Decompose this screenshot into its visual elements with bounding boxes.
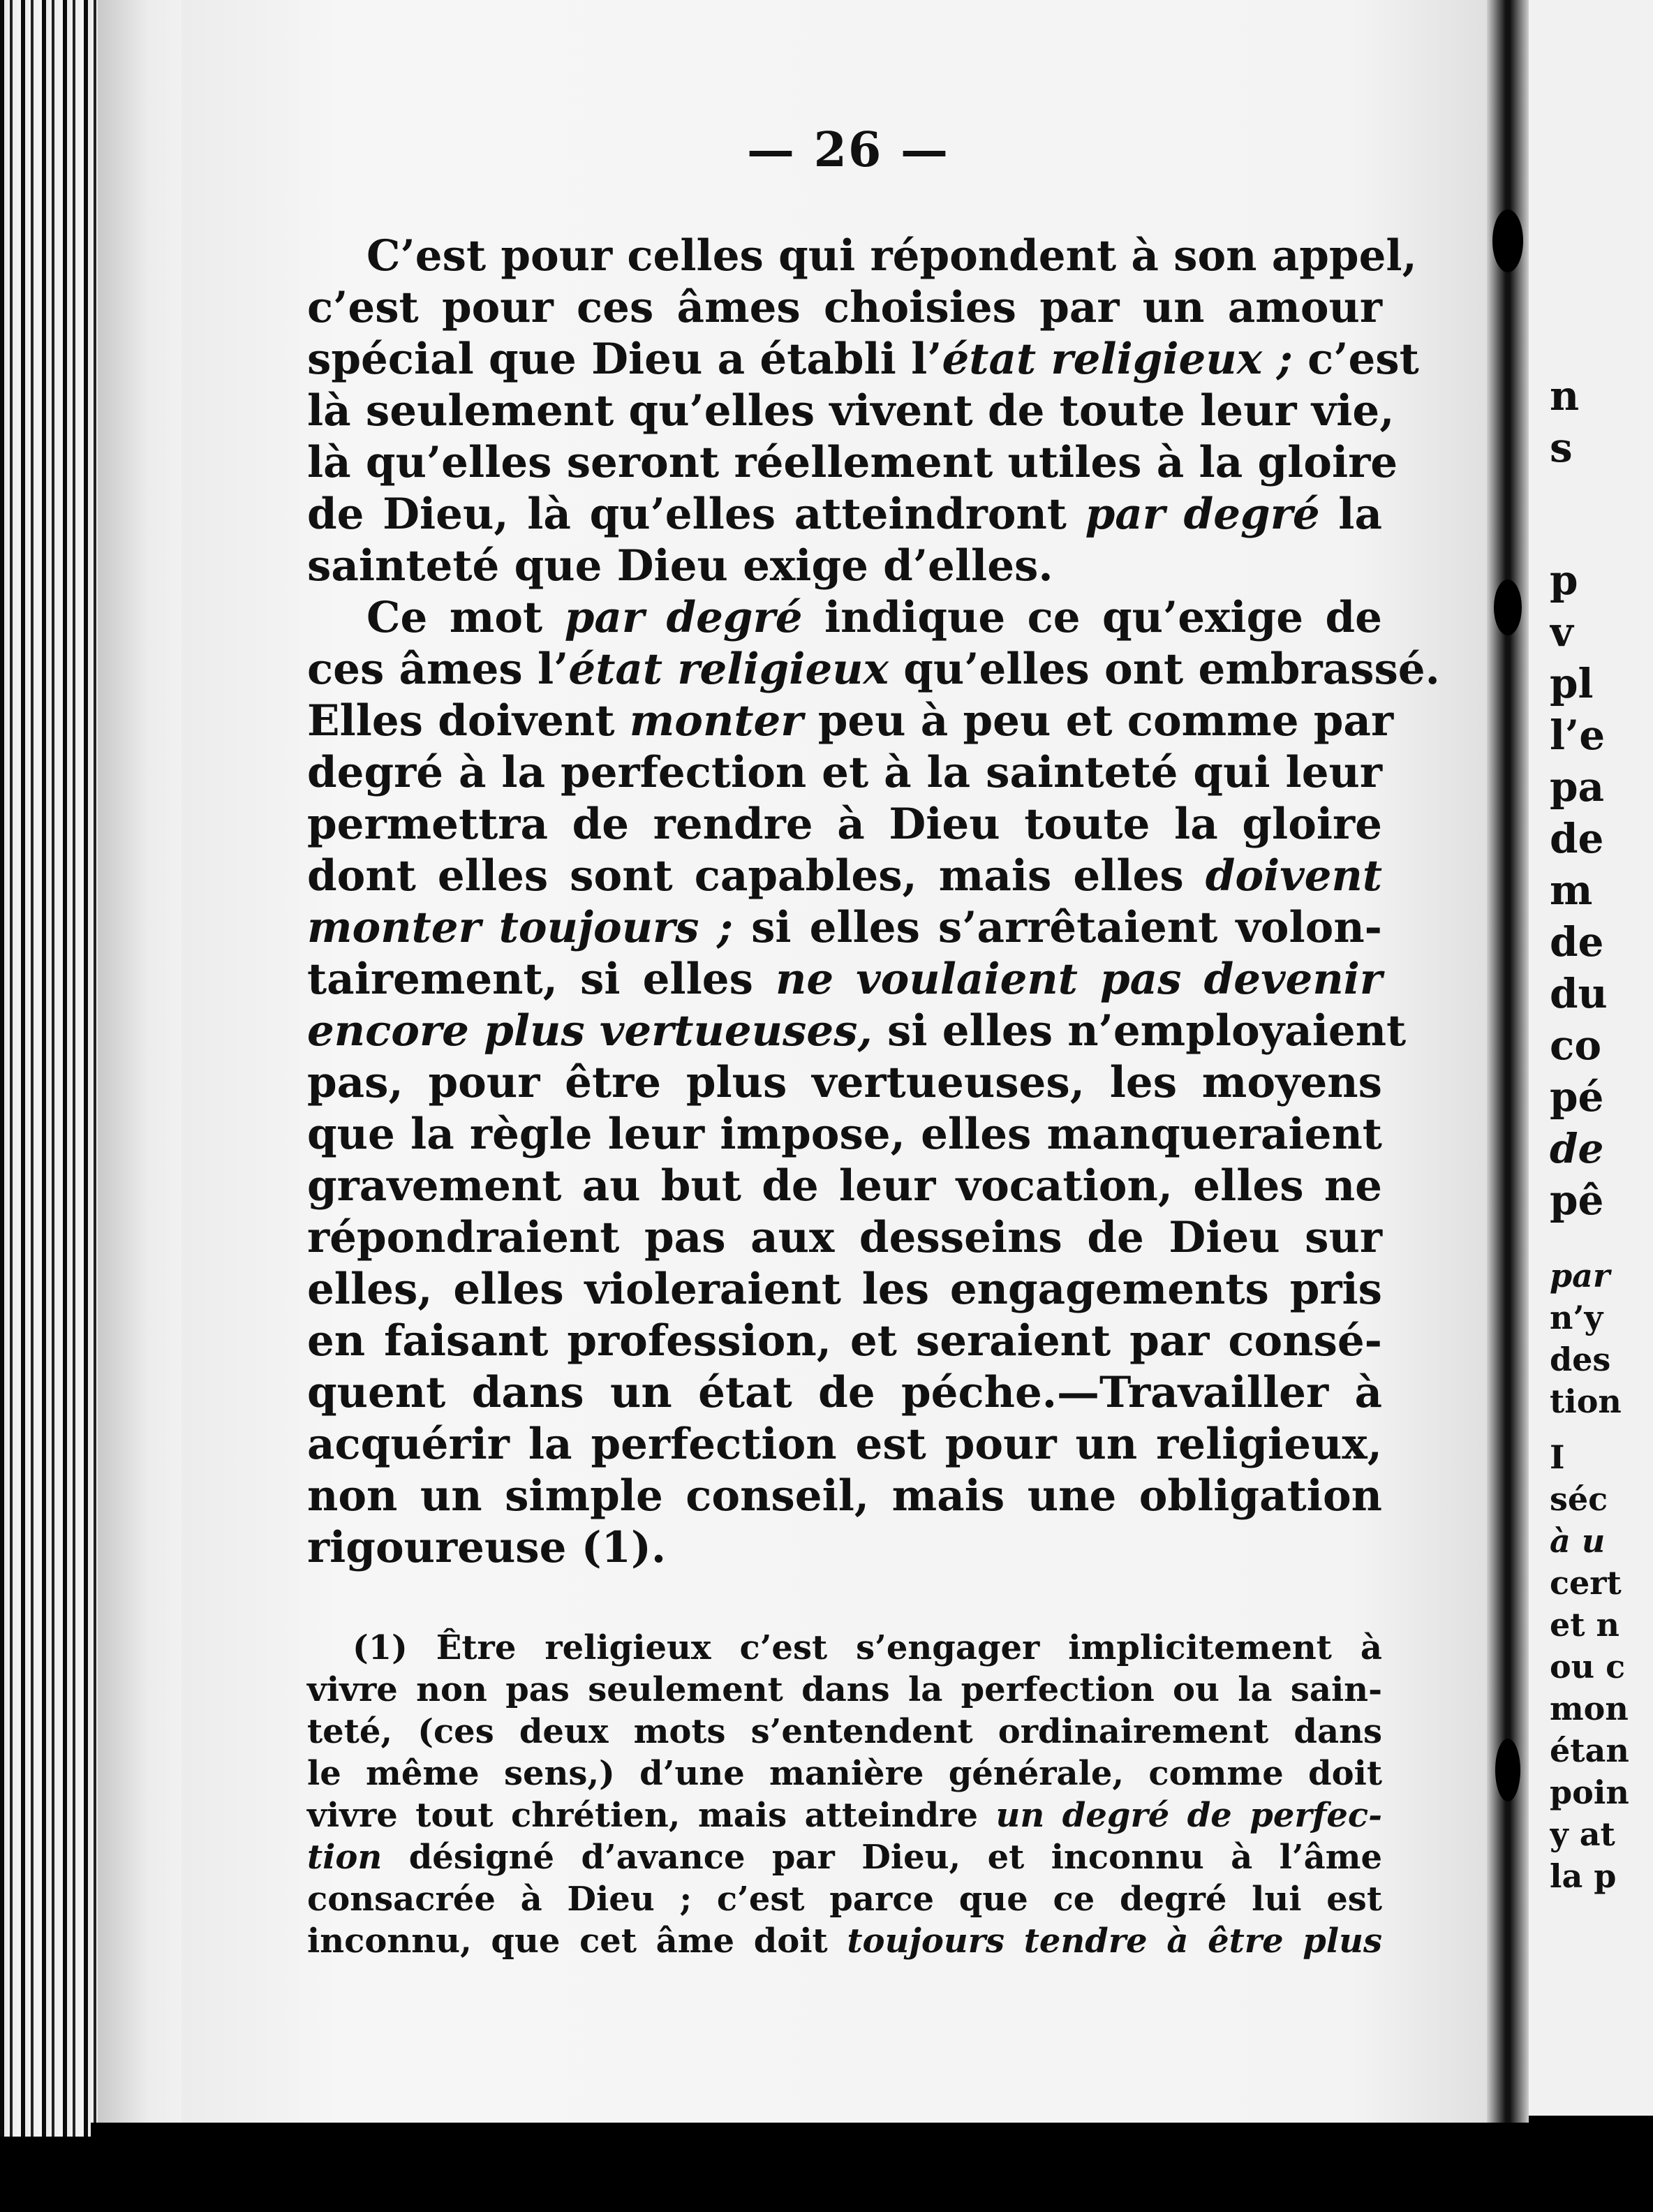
italic-text: tion <box>307 1838 383 1877</box>
text-run: spécial que Dieu a établi l’ <box>307 334 942 384</box>
text-run: qu’elles ont embrassé. <box>888 644 1440 694</box>
text-run: acquérir la perfection est pour un religieux, <box>307 1420 1382 1469</box>
body_lines-line <box>307 385 1395 437</box>
facing-page-fragment: pl <box>1550 660 1594 707</box>
bottom-shadow <box>91 2123 1653 2212</box>
text-run: dont elles sont capables, mais elles <box>307 851 1206 901</box>
text-run: c’est pour ces âmes choisies par un amour <box>307 283 1382 332</box>
facing-page-fragment: du <box>1550 970 1608 1017</box>
body_lines-line <box>307 592 1382 644</box>
facing-page-fragment: l’e <box>1550 711 1606 759</box>
book-gutter <box>1487 0 1529 2137</box>
text-run: C’est pour celles qui répondent à son appel, <box>366 231 1417 281</box>
book-binding-edge <box>0 0 98 2137</box>
facing-page-fragment: n <box>1550 372 1580 420</box>
facing-page-fragment: de <box>1550 918 1604 966</box>
body_lines-line <box>307 799 1382 850</box>
book-page <box>181 0 1515 2123</box>
italic-text: monter <box>629 696 803 746</box>
body_lines-line <box>307 954 1382 1005</box>
body_lines-line <box>307 644 1440 695</box>
italic-text: état religieux ; <box>942 334 1293 384</box>
body_lines-line <box>307 1264 1382 1315</box>
text-run: permettra de rendre à Dieu toute la gloire <box>307 799 1382 849</box>
text-run: vivre non pas seulement dans la perfection ou la sain- <box>307 1670 1382 1709</box>
facing-page-fragment: des <box>1550 1341 1611 1378</box>
italic-text: encore plus vertueuses, <box>307 1006 873 1056</box>
facing-page-fragment: étan <box>1550 1732 1629 1769</box>
text-run: non un simple conseil, mais une obligation <box>307 1471 1382 1521</box>
text-run: pas, pour être plus vertueuses, les moyens <box>307 1058 1382 1107</box>
page-number: — 26 — <box>747 122 949 178</box>
text-run: consacrée à Dieu ; c’est parce que ce degré lui est <box>307 1880 1382 1919</box>
text-run: là qu’elles seront réellement utiles à la gloire <box>307 438 1398 487</box>
binding-thread-mark <box>1495 1739 1520 1801</box>
text-run: peu à peu et comme par <box>803 696 1394 746</box>
body_lines-line <box>307 1005 1407 1057</box>
facing-page-fragment: co <box>1550 1022 1602 1069</box>
footnote_lines-line <box>307 1836 1382 1878</box>
body_lines-line <box>307 437 1398 489</box>
footnote_lines-line <box>307 1920 1382 1962</box>
body_lines-line <box>307 540 1382 592</box>
footnote_lines-line <box>307 1753 1382 1794</box>
text-run: la <box>1319 489 1382 539</box>
italic-text: par degré <box>1085 489 1320 539</box>
text-run: là seulement qu’elles vivent de toute leur vie, <box>307 386 1395 436</box>
body_lines-line <box>307 1522 1382 1574</box>
facing-page-fragment: et n <box>1550 1606 1619 1644</box>
body_lines-line <box>307 902 1382 954</box>
text-run: Ce mot <box>366 593 565 642</box>
facing-page-fragment: s <box>1550 424 1573 471</box>
text-run: que la règle leur impose, elles manqueraient <box>307 1109 1382 1159</box>
body_lines-line <box>307 747 1382 799</box>
body-text <box>307 230 1440 1574</box>
italic-text: toujours tendre à être plus <box>847 1922 1383 1961</box>
facing-page-fragment: tion <box>1550 1382 1622 1420</box>
italic-text: état religieux <box>568 644 889 694</box>
text-run: si elles s’arrêtaient volon- <box>733 903 1382 952</box>
body_lines-line <box>307 489 1382 540</box>
facing-page-fragment: mon <box>1550 1690 1629 1727</box>
body_lines-line <box>307 1160 1382 1212</box>
text-run: si elles n’employaient <box>872 1006 1407 1056</box>
italic-text: par degré <box>564 593 803 642</box>
body_lines-line <box>307 1057 1382 1109</box>
facing-page-fragment: de <box>1550 1125 1604 1172</box>
facing-page-fragment: de <box>1550 815 1604 862</box>
text-run: inconnu, que cet âme doit <box>307 1922 847 1961</box>
text-run: teté, (ces deux mots s’entendent ordinairement dans <box>307 1712 1382 1751</box>
facing-page-fragment: n’y <box>1550 1299 1603 1336</box>
footnote_lines-line <box>307 1794 1382 1836</box>
text-run: rigoureuse (1). <box>307 1523 667 1572</box>
italic-text: un degré de perfec- <box>995 1796 1383 1835</box>
binding-thread-mark <box>1492 209 1523 272</box>
footnote_lines-line <box>307 1878 1382 1920</box>
facing-page-fragment: la p <box>1550 1857 1617 1895</box>
facing-page-fragment: pê <box>1550 1177 1604 1224</box>
text-run: de Dieu, là qu’elles atteindront <box>307 489 1085 539</box>
binding-thread-mark <box>1494 580 1522 635</box>
body_lines-line <box>307 230 1417 282</box>
footnote <box>307 1627 1382 1962</box>
body_lines-line <box>307 1367 1382 1419</box>
body_lines-line <box>307 1315 1382 1367</box>
body_lines-line <box>307 1109 1382 1160</box>
body_lines-line <box>307 334 1419 385</box>
facing-page-fragment: par <box>1550 1257 1610 1295</box>
facing-page-fragment: cert <box>1550 1564 1622 1602</box>
facing-page-fragment: m <box>1550 867 1593 914</box>
body_lines-line <box>307 695 1394 747</box>
facing-page-fragment: pa <box>1550 763 1605 811</box>
facing-page-fragment: y at <box>1550 1815 1615 1853</box>
facing-page-fragment: I <box>1550 1438 1565 1476</box>
body_lines-line <box>307 1470 1382 1522</box>
facing-page-fragment: pé <box>1550 1073 1604 1121</box>
facing-page-fragment: séc <box>1550 1480 1608 1518</box>
text-run: vivre tout chrétien, mais atteindre <box>307 1796 996 1835</box>
text-run: ces âmes l’ <box>307 644 569 694</box>
text-run: le même sens,) d’une manière générale, comme doit <box>307 1754 1382 1793</box>
footnote_lines-line <box>307 1627 1382 1669</box>
facing-page-fragment: à u <box>1550 1522 1606 1560</box>
text-run: quent dans un état de péche.—Travailler à <box>307 1368 1382 1417</box>
text-run: désigné d’avance par Dieu, et inconnu à l’âme <box>382 1838 1382 1877</box>
text-run: degré à la perfection et à la sainteté qui leur <box>307 748 1382 797</box>
text-run: répondraient pas aux desseins de Dieu sur <box>307 1213 1382 1262</box>
text-run: sainteté que Dieu exige d’elles. <box>307 541 1053 591</box>
text-run: (1) Être religieux c’est s’engager implicitement à <box>353 1628 1382 1667</box>
body_lines-line <box>307 1212 1382 1264</box>
text-run: Elles doivent <box>307 696 630 746</box>
footnote_lines-line <box>307 1669 1382 1711</box>
facing-page-fragment: poin <box>1550 1774 1629 1811</box>
footnote_lines-line <box>307 1711 1382 1753</box>
text-run: gravement au but de leur vocation, elles ne <box>307 1161 1382 1211</box>
text-run: c’est <box>1292 334 1419 384</box>
italic-text: doivent <box>1205 851 1382 901</box>
binding-shadow <box>98 0 181 2137</box>
body_lines-line <box>307 850 1382 902</box>
body_lines-line <box>307 282 1382 334</box>
text-run: elles, elles violeraient les engagements pris <box>307 1264 1382 1314</box>
facing-page-fragment: ou c <box>1550 1648 1626 1686</box>
italic-text: monter toujours ; <box>307 903 734 952</box>
text-run: tairement, si elles <box>307 954 776 1004</box>
text-run: indique ce qu’exige de <box>802 593 1382 642</box>
body_lines-line <box>307 1419 1382 1470</box>
text-run: en faisant profession, et seraient par consé- <box>307 1316 1382 1366</box>
facing-page-fragment: p <box>1550 556 1578 604</box>
italic-text: ne voulaient pas devenir <box>776 954 1382 1004</box>
facing-page-fragment: v <box>1550 608 1573 656</box>
